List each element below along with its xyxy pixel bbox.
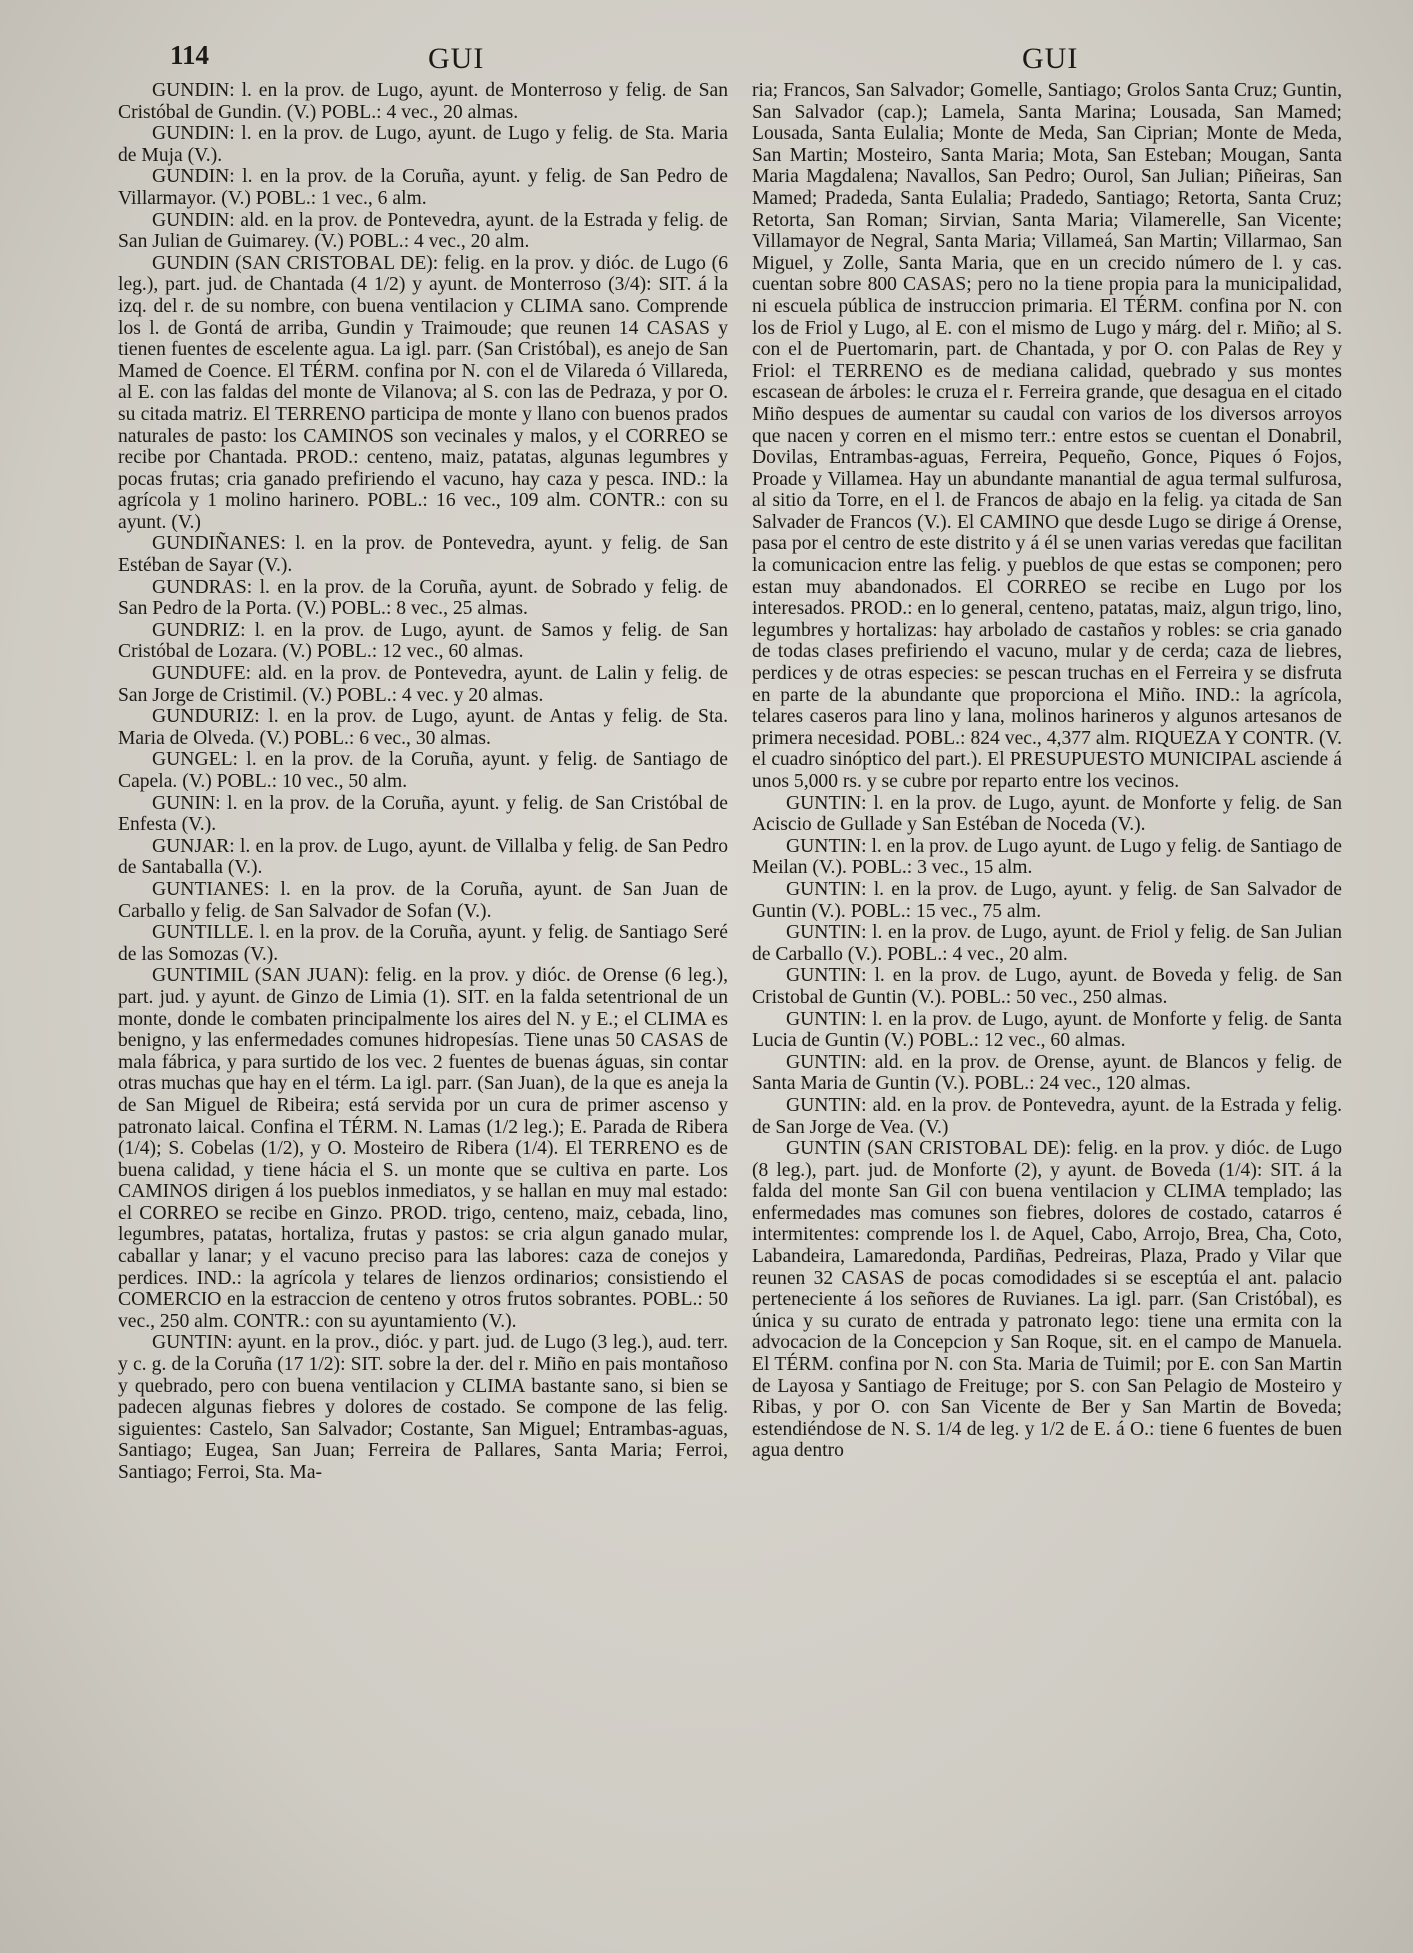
entry: GUNTIMIL (SAN JUAN): felig. en la prov. y dióc. de Orense (6 leg.), part. jud. y ayunt. de Ginzo de Limia (1). SIT. en la falda setentrional de un monte, donde le combaten principalmente los aires del N. y E.; el CLIMA es benigno, y las enfermedades comunes hidropesías. Tiene unas 50 CASAS de mala fábrica, y para surtido de los vec. 2 fuentes de buenas águas, sin contar otras muchas que hay en el térm. La igl. parr. (San Juan), de la que es aneja la de San Miguel de Ribeira; está servida por un cura de primer ascenso y patronato laical. Confina el TÉRM. N. Lamas (1/2 leg.); E. Parada de Ribera (1/4); S. Cobelas (1/2), y O. Mosteiro de Ribera (1/4). El TERRENO es de buena calidad, y tiene hácia el S. un monte que se cultiva en parte. Los CAMINOS dirigen á los pueblos inmediatos, y se hallan en muy mal estado: el CORREO se recibe en Ginzo. PROD. trigo, centeno, maiz, cebada, lino, legumbres, patatas, hortaliza, frutas y pastos: se cria algun ganado mular, caballar y lanar; y el vacuno preciso para las labores: caza de conejos y perdices. IND.: la agrícola y telares de lienzos ordinarios; consistiendo el COMERCIO en la estraccion de centeno y otros frutos sobrantes. POBL.: 50 vec., 250 alm. CONTR.: con su ayuntamiento (V.). [118,965,728,1332]
entry: GUNDURIZ: l. en la prov. de Lugo, ayunt. de Antas y felig. de Sta. Maria de Olveda. (V.) POBL.: 6 vec., 30 almas. [118,706,728,749]
entry: GUNJAR: l. en la prov. de Lugo, ayunt. de Villalba y felig. de San Pedro de Santaballa (V.). [118,835,728,879]
entry: GUNTIN: l. en la prov. de Lugo ayunt. de Lugo y felig. de Santiago de Meilan (V.). POBL.: 3 vec., 15 alm. [752,835,1342,879]
entry: GUNTILLE. l. en la prov. de la Coruña, ayunt. y felig. de Santiago Seré de las Somozas (V.). [118,922,728,965]
entry: GUNDIN: l. en la prov. de Lugo, ayunt. de Monterroso y felig. de San Cristóbal de Gundin. (V.) POBL.: 4 vec., 20 almas. [118,80,728,123]
entry: GUNTIN: ald. en la prov. de Orense, ayunt. de Blancos y felig. de Santa Maria de Guntin (V.). POBL.: 24 vec., 120 almas. [752,1051,1342,1095]
left-column [118,80,728,1945]
entry: GUNTIN (SAN CRISTOBAL DE): felig. en la prov. y dióc. de Lugo (8 leg.), part. jud. de Monforte (2), y ayunt. de Boveda (1/4): SIT. á la falda del monte San Gil con buena ventilacion y CLIMA templado; las enfermedades mas comunes son fiebres, dolores de costado, catarros é intermitentes: comprende los l. de Aquel, Cabo, Arrojo, Brea, Cha, Coto, Labandeira, Lamaredonda, Pardiñas, Pedreiras, Plaza, Prado y Vilar que reunen 32 CASAS de pocas comodidades si se esceptúa el ant. palacio perteneciente á los señores de Ruvianes. La igl. parr. (San Cristóbal), es única y su curato de entrada y patronato lego: tiene una ermita con la advocacion de la Concepcion y San Roque, sit. en el campo de Manuela. El TÉRM. confina por N. con Sta. Maria de Tuimil; por E. con San Martin de Layosa y Santiago de Freituge; por S. con San Pelagio de Mosteiro y Ribas, y por O. con San Vicente de Ber y San Martin de Boveda; estendiéndose de N. S. 1/4 de leg. y 1/2 de E. á O.: tiene 6 fuentes de buen agua dentro [752,1138,1342,1462]
entry: GUNDUFE: ald. en la prov. de Pontevedra, ayunt. de Lalin y felig. de San Jorge de Cristimil. (V.) POBL.: 4 vec. y 20 almas. [118,663,728,706]
entry: GUNGEL: l. en la prov. de la Coruña, ayunt. y felig. de Santiago de Capela. (V.) POBL.: 10 vec., 50 alm. [118,749,728,792]
entry: GUNTIN: l. en la prov. de Lugo, ayunt. de Monforte y felig. de San Aciscio de Gullade y San Estéban de Noceda (V.). [752,792,1342,836]
page-number: 114 [170,40,210,70]
entry: GUNTIN: l. en la prov. de Lugo, ayunt. de Friol y felig. de San Julian de Carballo (V.). POBL.: 4 vec., 20 alm. [752,922,1342,965]
entry: GUNTIN: ald. en la prov. de Pontevedra, ayunt. de la Estrada y felig. de San Jorge de Vea. (V.) [752,1094,1342,1138]
running-head-left: GUI [428,42,485,75]
entry: GUNDIN: l. en la prov. de la Coruña, ayunt. y felig. de San Pedro de Villarmayor. (V.) POBL.: 1 vec., 6 alm. [118,166,728,209]
entry: GUNTIN: l. en la prov. de Lugo, ayunt. de Boveda y felig. de San Cristobal de Guntin (V.). POBL.: 50 vec., 250 almas. [752,965,1342,1008]
right-column [752,80,1342,1945]
entry: GUNDRIZ: l. en la prov. de Lugo, ayunt. de Samos y felig. de San Cristóbal de Lozara. (V.) POBL.: 12 vec., 60 almas. [118,619,728,663]
entry: GUNTIN: l. en la prov. de Lugo, ayunt. de Monforte y felig. de Santa Lucia de Guntin (V.) POBL.: 12 vec., 60 almas. [752,1008,1342,1052]
running-head-right: GUI [1022,42,1079,75]
entry-continuation: ria; Francos, San Salvador; Gomelle, Santiago; Grolos Santa Cruz; Guntin, San Salvador (cap.); Lamela, Santa Marina; Lousada, San Mamed; Lousada, Santa Eulalia; Monte de Meda, San Ciprian; Monte de Meda, San Martin; Mosteiro, Santa Maria; Mota, San Esteban; Mougan, Santa Maria Magdalena; Navallos, San Pedro; Ourol, San Julian; Piñeiras, San Mamed; Pradeda, Santa Eulalia; Pradedo, Santiago; Retorta, Santa Cruz; Retorta, San Roman; Sirvian, Santa Maria; Vilamerelle, San Vicente; Villamayor de Negral, Santa Maria; Villameá, San Martin; Villarmao, San Miguel, y Zolle, Santa Maria, que en un crecido número de l. y cas. cuentan sobre 800 CASAS; pero no la tiene propia para la municipalidad, ni escuela pública de instruccion primaria. El TÉRM. confina por N. con los de Friol y Lugo, al E. con el mismo de Lugo y márg. del r. Miño; al S. con el de Puertomarin, part. de Chantada, y por O. con Palas de Rey y Friol: el TERRENO es de mediana calidad, quebrado y sus montes escasean de árboles: le cruza el r. Ferreira grande, que desagua en el citado Miño despues de aumentar su caudal con varios de los diversos arroyos que nacen y corren en el mismo terr.: entre estos se cuentan el Donabril, Dovilas, Entrambas-aguas, Ferreira, Pequeño, Gonce, Piques ó Fojos, Proade y Villamea. Hay un abundante manantial de agua termal sulfurosa, al sitio da Torre, en el l. de Francos de abajo en la felig. ya citada de San Salvader de Francos (V.). El CAMINO que desde Lugo se dirige á Orense, pasa por el centro de este distrito y á él se unen varias veredas que facilitan la comunicacion entre las felig. y pueblos de que estas se componen; pero estan muy abandonados. El CORREO se recibe en Lugo por los interesados. PROD.: en lo general, centeno, patatas, maiz, algun trigo, lino, legumbres y hortalizas: hay arbolado de castaños y robles: se cria ganado de todas clases prefiriendo el vacuno, mular y de cerda; caza de liebres, perdices y de otras especies: se pescan truchas en el Ferreira y se disfruta en parte de la abundante que proporciona el Miño. IND.: la agrícola, telares caseros para lino y lana, molinos harineros y algunos artesanos de primera necesidad. POBL.: 824 vec., 4,377 alm. RIQUEZA Y CONTR. (V. el cuadro sinóptico del part.). El PRESUPUESTO MUNICIPAL asciende á unos 5,000 rs. y se cubre por reparto entre los vecinos. [752,80,1342,792]
entry: GUNDIÑANES: l. en la prov. de Pontevedra, ayunt. y felig. de San Estéban de Sayar (V.). [118,533,728,577]
entry: GUNIN: l. en la prov. de la Coruña, ayunt. y felig. de San Cristóbal de Enfesta (V.). [118,792,728,836]
entry: GUNTIANES: l. en la prov. de la Coruña, ayunt. de San Juan de Carballo y felig. de San Salvador de Sofan (V.). [118,878,728,922]
entry: GUNDIN (SAN CRISTOBAL DE): felig. en la prov. y dióc. de Lugo (6 leg.), part. jud. de Chantada (4 1/2) y ayunt. de Monterroso (3/4): SIT. á la izq. del r. de su nombre, con buena ventilacion y CLIMA sano. Comprende los l. de Gontá de arriba, Gundin y Traimoude; que reunen 14 CASAS y tienen fuentes de escelente agua. La igl. parr. (San Cristóbal), es anejo de San Mamed de Coence. El TÉRM. confina por N. con el de Vilareda ó Villareda, al E. con las faldas del monte de Vilanova; al S. con las de Pedraza, y por O. su citada matriz. El TERRENO participa de monte y llano con buenos prados naturales de pasto: los CAMINOS son vecinales y malos, y el CORREO se recibe por Chantada. PROD.: centeno, maiz, patatas, algunas legumbres y pocas frutas; cria ganado prefiriendo el vacuno, hay caza y pesca. IND.: la agrícola y 1 molino harinero. POBL.: 16 vec., 109 alm. CONTR.: con su ayunt. (V.) [118,252,728,533]
entry: GUNTIN: l. en la prov. de Lugo, ayunt. y felig. de San Salvador de Guntin (V.). POBL.: 15 vec., 75 alm. [752,878,1342,922]
page-header [0,40,1413,80]
entry: GUNDIN: l. en la prov. de Lugo, ayunt. de Lugo y felig. de Sta. Maria de Muja (V.). [118,123,728,166]
entry: GUNDRAS: l. en la prov. de la Coruña, ayunt. de Sobrado y felig. de San Pedro de la Porta. (V.) POBL.: 8 vec., 25 almas. [118,576,728,620]
entry: GUNTIN: ayunt. en la prov., dióc. y part. jud. de Lugo (3 leg.), aud. terr. y c. g. de la Coruña (17 1/2): SIT. sobre la der. del r. Miño en pais montañoso y quebrado, pero con buena ventilacion y CLIMA bastante sano, si bien se padecen algunas fiebres y dolores de costado. Se compone de las felig. siguientes: Castelo, San Salvador; Costante, San Miguel; Entrambas-aguas, Santiago; Eugea, San Juan; Ferreira de Pallares, Santa Maria; Ferroi, Santiago; Ferroi, Sta. Ma- [118,1332,728,1483]
entry: GUNDIN: ald. en la prov. de Pontevedra, ayunt. de la Estrada y felig. de San Julian de Guimarey. (V.) POBL.: 4 vec., 20 alm. [118,209,728,253]
